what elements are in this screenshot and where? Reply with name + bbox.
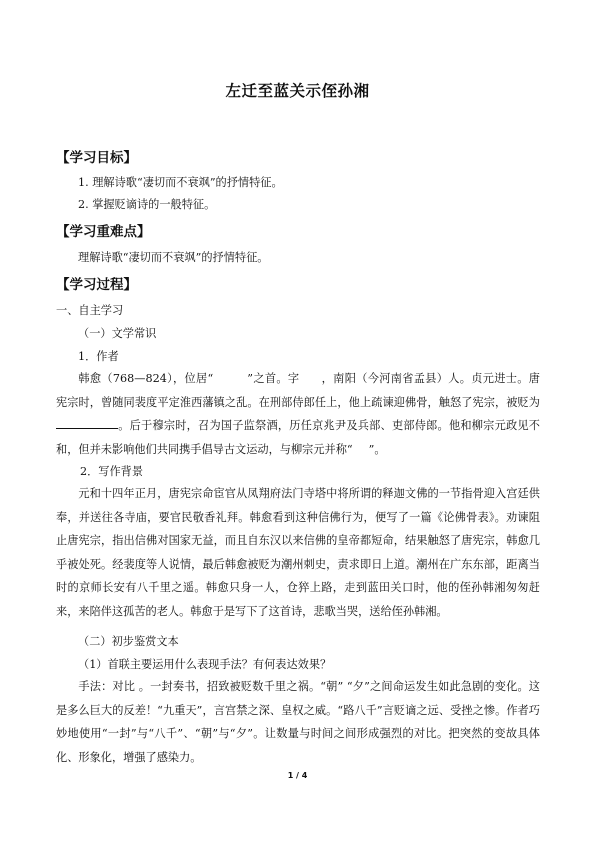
- part-1-heading: 一、自主学习: [56, 304, 124, 317]
- answer-paragraph: 手法：对比 。一封奏书，招致被贬数千里之祸。“朝” “夕”之间命运发生如此急剧的变化。这是多么巨大的反差！“九重天”，言宫禁之深、皇权之威。“路八千”言贬谪之远、受挫之惨。作者巧妙地使用“一封”与“八千”、“朝”与“夕”。让数量与时间之间形成强烈的对比。把突然的变故具体化、形象化，增强了感染力。: [56, 680, 540, 764]
- author-text-4: 。后于穆宗时，召为国子监祭酒，历任京兆尹及兵部、吏部侍郎。他和柳宗元政见不和，但并未影响他们共同携手倡导古文运动，与柳宗元并称“: [56, 419, 540, 456]
- goal-item-2: 2. 掌握贬谪诗的一般特征。: [78, 198, 216, 211]
- item-author-heading: 1．作者: [78, 350, 119, 363]
- key-points-text: 理解诗歌“凄切而不衰飒”的抒情特征。: [78, 251, 269, 264]
- page-number: 1 / 4: [287, 771, 308, 780]
- section-header-key-points: 【学习重难点】: [56, 224, 151, 240]
- section-header-goals: 【学习目标】: [56, 150, 137, 166]
- subsection-literary-knowledge: （一）文学常识: [78, 327, 157, 340]
- fill-blank-underline: [56, 417, 118, 429]
- background-paragraph: 元和十四年正月，唐宪宗命宦官从凤翔府法门寺塔中将所谓的释迦文佛的一节指骨迎入宫廷供奉，并送往各寺庙，要官民敬香礼拜。韩愈看到这种信佛行为，便写了一篇《论佛骨表》。劝谏阻止唐宪宗，指出信佛对国家无益，而且自东汉以来信佛的皇帝都短命，结果触怒了唐宪宗，韩愈几乎被处死。经裴度等人说情，最后韩愈被贬为潮州刺史，责求即日上道。潮州在广东东部，距离当时的京师长安有八千里之遥。韩愈只身一人，仓猝上路，走到蓝田关口时，他的侄孙韩湘匆匆赶来，来陪伴这孤苦的老人。韩愈于是写下了这首诗，悲歌当哭，送给侄孙韩湘。: [56, 487, 540, 618]
- question-1: （1）首联主要运用什么表现手法？有何表达效果？: [78, 658, 332, 671]
- author-text-5: ”。: [368, 442, 386, 456]
- item-background-heading: 2．写作背景: [80, 465, 144, 478]
- author-text-3: ，南阳（今河南省孟县）人。贞元进士。唐宪宗时，曾随同裴度平定淮西藩镇之乱。在刑部侍郎任上，他上疏谏迎佛骨，触怒了宪宗，被贬为: [56, 372, 540, 409]
- author-paragraph: [56, 367, 540, 461]
- goal-item-1: 1. 理解诗歌“凄切而不衰飒”的抒情特征。: [78, 176, 283, 189]
- page-title: 左迁至蓝关示侄孙湘: [225, 82, 370, 100]
- section-header-process: 【学习过程】: [56, 277, 137, 293]
- author-text-1: 韩愈（768—824），位居“: [78, 372, 214, 385]
- author-text-2: ”之首。字: [247, 372, 300, 385]
- subsection-initial-appreciation: （二）初步鉴赏文本: [78, 635, 179, 648]
